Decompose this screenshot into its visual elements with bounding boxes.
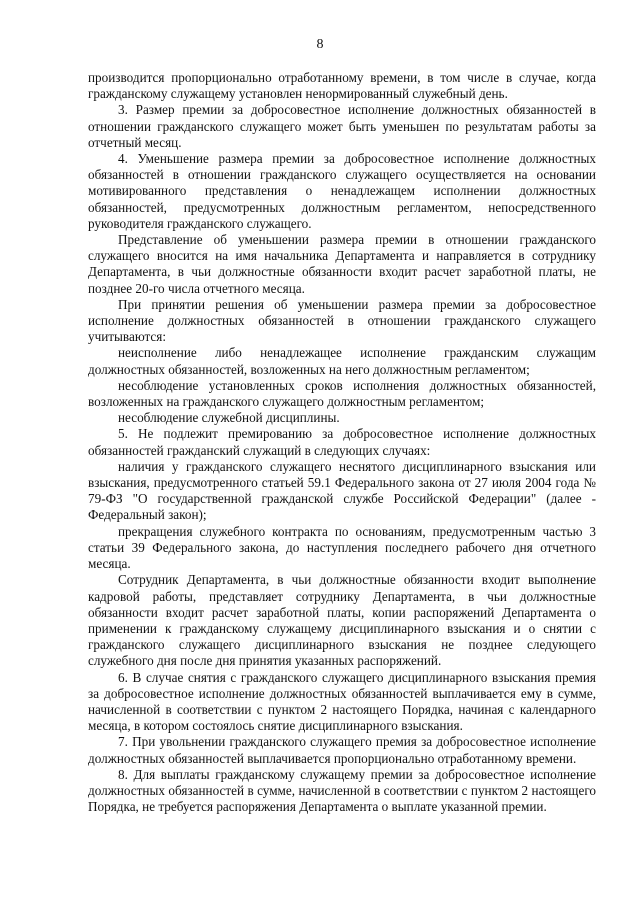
paragraph: Сотрудник Департамента, в чьи должностные обязанности входит выполнение кадровой работы, представляет сотруднику Департамента, в чьи должностные обязанности входит расчет заработной платы, копии распоряжений Департамента о применении к гражданскому служащему дисциплинарного взыскания и о снятии с гражданского служащего дисциплинарного взыскания не позднее следующего служебного дня после дня принятия указанных распоряжений. — [88, 572, 596, 669]
list-item: несоблюдение установленных сроков исполнения должностных обязанностей, возложенных на гражданского служащего должностным регламентом; — [88, 377, 596, 410]
list-item: прекращения служебного контракта по основаниям, предусмотренным частью 3 статьи 39 Федерального закона, до наступления последнего рабочего дня отчетного месяца. — [88, 523, 596, 572]
paragraph-item-4: 4. Уменьшение размера премии за добросовестное исполнение должностных обязанностей в отношении гражданского служащего осуществляется на основании мотивированного представления о ненадлежащем исполнении должностных обязанностей, предусмотренных должностным регламентом, непосредственного руководителя гражданского служащего. — [88, 151, 596, 231]
paragraph-continuation: производится пропорционально отработанному времени, в том числе в случае, когда гражданскому служащему установлен ненормированный служебный день. — [88, 70, 596, 102]
list-item: наличия у гражданского служащего неснятого дисциплинарного взыскания или взыскания, предусмотренного статьей 59.1 Федерального закона от 27 июля 2004 года № 79-ФЗ "О государственной гражданской службе Российской Федерации" (далее - Федеральный закон); — [88, 458, 596, 523]
paragraph-item-8: 8. Для выплаты гражданскому служащему премии за добросовестное исполнение должностных обязанностей в сумме, начисленной в соответствии с пунктом 2 настоящего Порядка, не требуется распоряжения Департамента о выплате указанной премии. — [88, 766, 596, 815]
paragraph-item-6: 6. В случае снятия с гражданского служащего дисциплинарного взыскания премия за добросовестное исполнение должностных обязанностей выплачивается ему в сумме, начисленной в соответствии с пунктом 2 настоящего Порядка, начиная с календарного месяца, в котором состоялось снятие дисциплинарного взыскания. — [88, 669, 596, 734]
paragraph: При принятии решения об уменьшении размера премии за добросовестное исполнение должностных обязанностей в отношении гражданского служащего учитываются: — [88, 296, 596, 345]
list-item: несоблюдение служебной дисциплины. — [118, 410, 340, 426]
paragraph-item-3: 3. Размер премии за добросовестное исполнение должностных обязанностей в отношении гражданского служащего может быть уменьшен по результатам работы за отчетный месяц. — [88, 102, 596, 150]
page-number: 8 — [316, 37, 324, 52]
document-body — [88, 70, 596, 815]
list-item: неисполнение либо ненадлежащее исполнение гражданским служащим должностных обязанностей, возложенных на него должностным регламентом; — [88, 345, 596, 377]
paragraph-item-5: 5. Не подлежит премированию за добросовестное исполнение должностных обязанностей гражданский служащий в следующих случаях: — [88, 426, 596, 458]
paragraph-item-7: 7. При увольнении гражданского служащего премия за добросовестное исполнение должностных обязанностей выплачивается пропорционально отработанному времени. — [88, 734, 596, 766]
paragraph: Представление об уменьшении размера премии в отношении гражданского служащего вносится на имя начальника Департамента и направляется в сотруднику Департамента, в чьи должностные обязанности входит расчет заработной платы, не позднее 20-го числа отчетного месяца. — [88, 232, 596, 296]
